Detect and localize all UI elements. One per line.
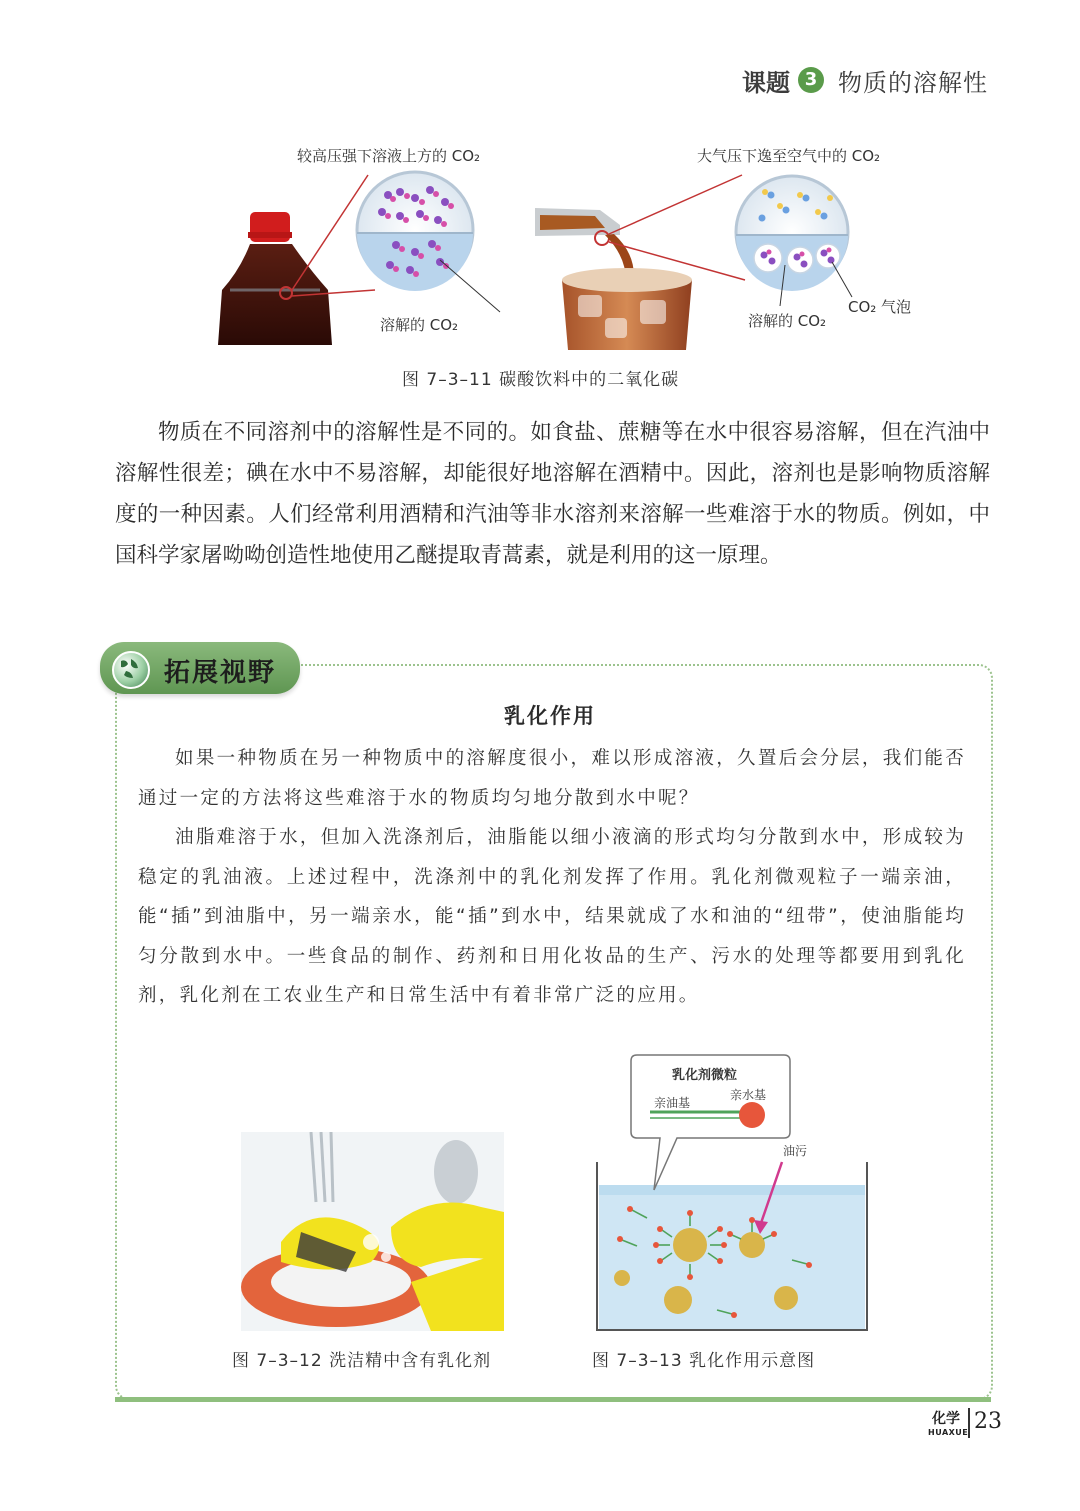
label-emulsifier-particle: 乳化剂微粒	[672, 1068, 738, 1083]
globe-icon	[112, 651, 150, 689]
lesson-number-badge: 3	[798, 67, 824, 93]
lesson-title: 物质的溶解性	[838, 68, 988, 97]
body-paragraph: 物质在不同溶剂中的溶解性是不同的。如食盐、蔗糖等在水中很容易溶解，但在汽油中溶解性很差；碘在水中不易溶解，却能很好地溶解在酒精中。因此，溶剂也是影响物质溶解度的一种因素。人们经常利用酒精和汽油等非水溶剂来溶解一些难溶于水的物质。例如，中国科学家屠呦呦创造性地使用乙醚提取青蒿素，就是利用的这一原理。	[115, 420, 990, 568]
right-magnifier	[736, 176, 848, 291]
extension-tab-title: 拓展视野	[164, 658, 277, 688]
label-co2-above-solution: 较高压强下溶液上方的 CO₂	[297, 147, 481, 165]
label-oil-stain: 油污	[783, 1144, 808, 1158]
extension-paragraph-2: 油脂难溶于水，但加入洗涤剂后，油脂能以细小液滴的形式均匀分散到水中，形成较为稳定的乳油液。上述过程中，洗涤剂中的乳化剂发挥了作用。乳化剂微观粒子一端亲油，能“插”到油脂中，另一端亲水，能“插”到水中，结果就成了水和油的“纽带”，使油脂能均匀分散到水中。一些食品的制作、药剂和日用化妆品的生产、污水的处理等都要用到乳化剂，乳化剂在工农业生产和日常生活中有着非常广泛的应用。	[138, 827, 966, 1006]
footer-rule	[115, 1397, 991, 1402]
page-footer	[926, 1406, 1006, 1440]
extension-tab	[100, 642, 300, 694]
label-co2-bubble: CO₂ 气泡	[848, 298, 912, 316]
carbonated-drink-illustration	[200, 140, 960, 355]
caption-figure-7-3-12: 图 7–3–12 洗洁精中含有乳化剂	[232, 1351, 492, 1371]
page-header	[742, 64, 988, 96]
subject-pinyin: HUAXUE	[928, 1428, 969, 1437]
label-lipophilic-group: 亲油基	[654, 1096, 691, 1110]
extension-heading: 乳化作用	[504, 704, 596, 728]
figure-emulsification-diagram	[592, 1050, 872, 1335]
lesson-label: 课题	[742, 68, 790, 97]
page-number: 23	[974, 1409, 1002, 1434]
figure-dishwashing-photo	[241, 1132, 504, 1331]
caption-figure-7-3-11: 图 7–3–11 碳酸饮料中的二氧化碳	[402, 370, 680, 390]
subject-label: 化学	[932, 1411, 960, 1427]
figure-carbonated-drink	[200, 140, 960, 355]
caption-figure-7-3-13: 图 7–3–13 乳化作用示意图	[592, 1351, 816, 1371]
soda-bottle	[218, 212, 332, 345]
pouring-glass	[535, 208, 692, 350]
label-co2-escaping: 大气压下逸至空气中的 CO₂	[697, 147, 881, 165]
label-hydrophilic-group: 亲水基	[730, 1088, 767, 1102]
footer-divider	[968, 1408, 970, 1438]
label-dissolved-co2-left: 溶解的 CO₂	[380, 316, 459, 334]
label-dissolved-co2-right: 溶解的 CO₂	[748, 312, 827, 330]
extension-paragraph-1: 如果一种物质在另一种物质中的溶解度很小，难以形成溶液，久置后会分层，我们能否通过一定的方法将这些难溶于水的物质均匀地分散到水中呢？	[138, 748, 966, 809]
